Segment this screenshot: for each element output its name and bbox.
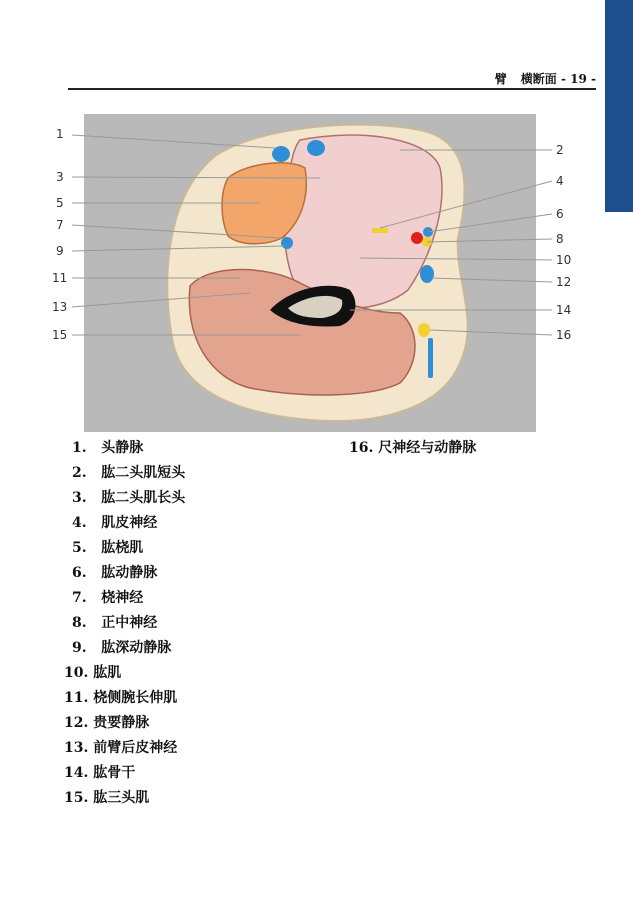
callout-13: 13: [52, 300, 68, 314]
legend-item: [72, 487, 185, 507]
callout-5: 5: [56, 196, 64, 210]
legend-num: 10.: [64, 665, 89, 681]
legend-num: 11.: [64, 690, 89, 706]
callout-4: 4: [556, 174, 564, 188]
legend-num: 9.: [72, 640, 87, 656]
legend-text: 贵要静脉: [93, 715, 150, 731]
legend-text: 肱深动静脉: [101, 640, 172, 656]
legend-num: 6.: [72, 565, 87, 581]
legend-item: [72, 462, 185, 482]
legend-item: [64, 787, 149, 807]
legend-item: [72, 637, 171, 657]
callout-10: 10: [556, 253, 572, 267]
header-title-a: 臂: [494, 72, 507, 86]
callout-8: 8: [556, 232, 564, 246]
callout-11: 11: [52, 271, 68, 285]
callout-14: 14: [556, 303, 572, 317]
legend-num: 3.: [72, 490, 87, 506]
legend-text: 正中神经: [101, 615, 158, 631]
callout-9: 9: [56, 244, 64, 258]
legend-text: 肱二头肌长头: [101, 490, 186, 506]
legend-num: 5.: [72, 540, 87, 556]
legend-item: [64, 762, 135, 782]
header-title-b: 横断面: [520, 72, 557, 86]
legend-num: 14.: [64, 765, 89, 781]
legend-item: [72, 437, 143, 457]
legend-item: [72, 512, 157, 532]
legend-text: 肱三头肌: [93, 790, 150, 806]
legend-text: 尺神经与动静脉: [378, 440, 477, 456]
legend-item: [64, 737, 177, 757]
legend-text: 肱骨干: [93, 765, 136, 781]
callout-3: 3: [56, 170, 64, 184]
legend-text: 桡神经: [101, 590, 144, 606]
callout-15: 15: [52, 328, 68, 342]
legend-item: [72, 537, 143, 557]
callout-2: 2: [556, 143, 564, 157]
callout-7: 7: [56, 218, 64, 232]
legend-num: 12.: [64, 715, 89, 731]
legend-text: 肌皮神经: [101, 515, 158, 531]
legend-num: 1.: [72, 440, 87, 456]
legend-text: 肱二头肌短头: [101, 465, 186, 481]
legend-num: 4.: [72, 515, 87, 531]
callout-1: 1: [56, 127, 64, 141]
legend-text: 肱桡肌: [101, 540, 144, 556]
legend-num: 8.: [72, 615, 87, 631]
legend-item: [72, 562, 157, 582]
legend-item: [72, 587, 143, 607]
legend-num: 16.: [349, 440, 374, 456]
legend-num: 13.: [64, 740, 89, 756]
legend-num: 7.: [72, 590, 87, 606]
legend-item: [349, 437, 476, 457]
legend-text: 桡侧腕长伸肌: [93, 690, 178, 706]
legend-text: 前臂后皮神经: [93, 740, 178, 756]
legend-text: 头静脉: [101, 440, 144, 456]
legend-num: 2.: [72, 465, 87, 481]
legend-text: 肱肌: [93, 665, 122, 681]
legend-item: [64, 662, 121, 682]
page-number: - 19 -: [560, 72, 596, 86]
legend-item: [64, 712, 149, 732]
legend-item: [72, 612, 157, 632]
legend-text: 肱动静脉: [101, 565, 158, 581]
callout-16: 16: [556, 328, 572, 342]
callout-6: 6: [556, 207, 564, 221]
callout-12: 12: [556, 275, 572, 289]
legend-item: [64, 687, 177, 707]
legend-num: 15.: [64, 790, 89, 806]
